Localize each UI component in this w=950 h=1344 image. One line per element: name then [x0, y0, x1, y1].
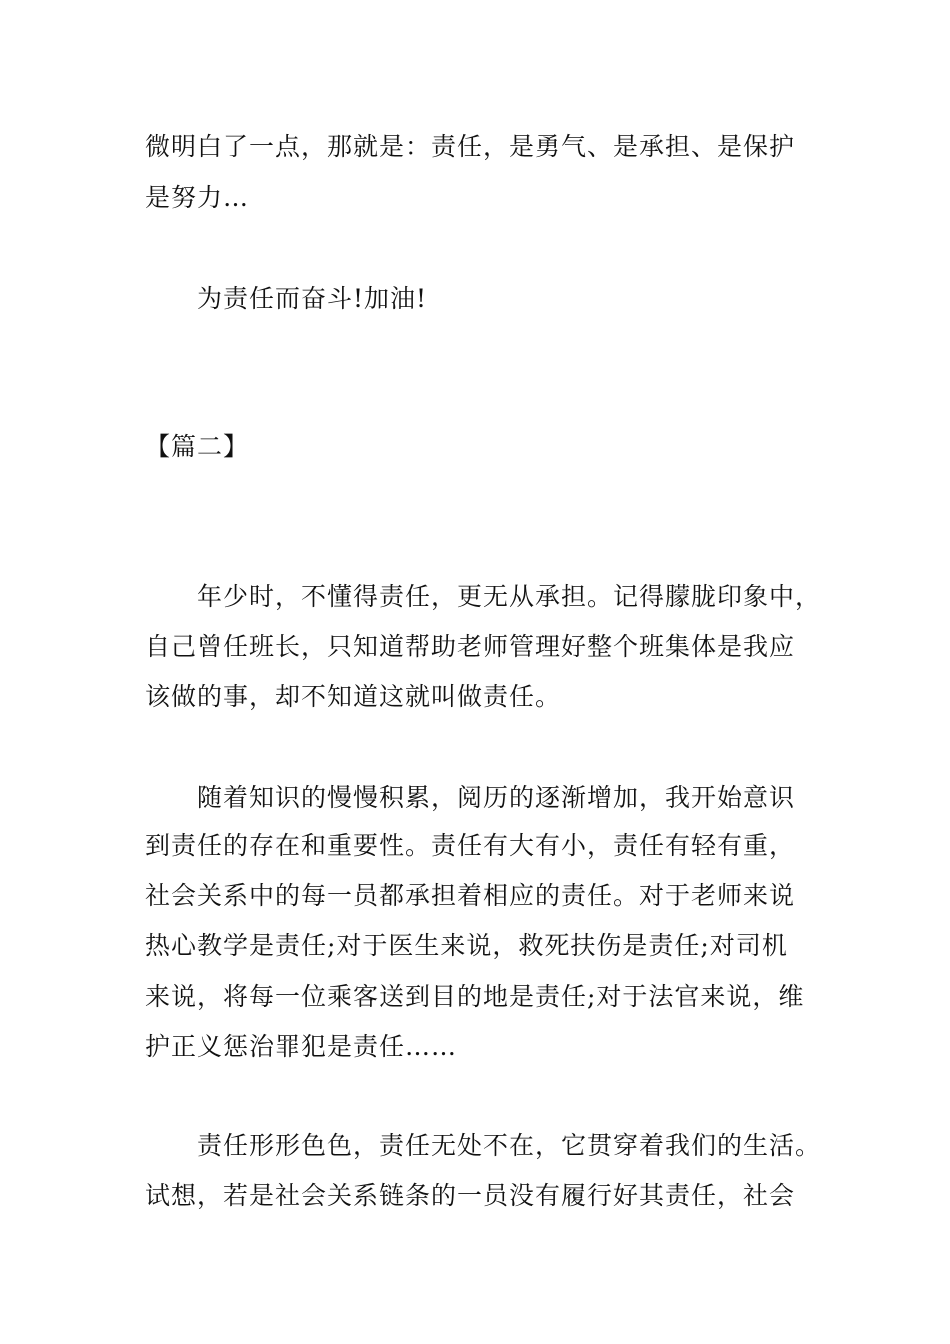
paragraph-3-line-2: 试想，若是社会关系链条的一员没有履行好其责任，社会: [145, 1181, 796, 1210]
paragraph-2-line-1: 随着知识的慢慢积累，阅历的逐渐增加，我开始意识: [197, 783, 796, 812]
closing-line: 为责任而奋斗!加油!: [197, 284, 428, 313]
paragraph-1-line-3: 该做的事，却不知道这就叫做责任。: [145, 682, 562, 711]
paragraph-1-line-2: 自己曾任班长，只知道帮助老师管理好整个班集体是我应: [145, 632, 796, 661]
paragraph-2-line-3: 社会关系中的每一员都承担着相应的责任。对于老师来说: [145, 881, 796, 910]
paragraph-3-line-1: 责任形形色色，责任无处不在，它贯穿着我们的生活。: [197, 1131, 822, 1160]
intro-line-2: 是努力…: [145, 183, 250, 212]
intro-line-1: 微明白了一点，那就是：责任，是勇气、是承担、是保护: [145, 132, 796, 161]
paragraph-2-line-2: 到责任的存在和重要性。责任有大有小，责任有轻有重，: [145, 831, 796, 860]
section-heading: 【篇二】: [145, 432, 250, 461]
paragraph-2-line-4: 热心教学是责任;对于医生来说，救死扶伤是责任;对司机: [145, 931, 788, 960]
paragraph-1-line-1: 年少时，不懂得责任，更无从承担。记得朦胧印象中，: [197, 582, 822, 611]
paragraph-2-line-6: 护正义惩治罪犯是责任……: [145, 1032, 458, 1061]
paragraph-2-line-5: 来说，将每一位乘客送到目的地是责任;对于法官来说，维: [145, 982, 805, 1011]
